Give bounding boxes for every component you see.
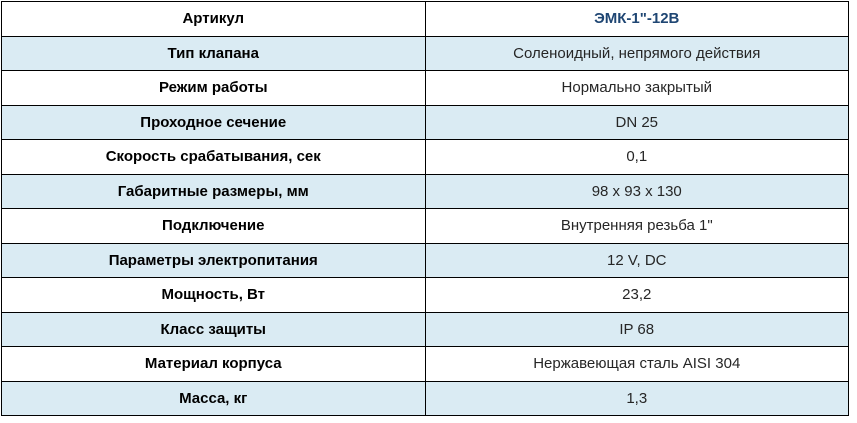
spec-label: Габаритные размеры, мм bbox=[2, 174, 426, 209]
table-row bbox=[2, 278, 849, 313]
spec-value: Соленоидный, непрямого действия bbox=[425, 36, 849, 71]
spec-value: 23,2 bbox=[425, 278, 849, 313]
spec-label: Тип клапана bbox=[2, 36, 426, 71]
spec-value: DN 25 bbox=[425, 105, 849, 140]
spec-value: Нержавеющая сталь AISI 304 bbox=[425, 347, 849, 382]
table-row bbox=[2, 381, 849, 416]
spec-value: 1,3 bbox=[425, 381, 849, 416]
spec-table-body bbox=[2, 2, 849, 416]
spec-value: 0,1 bbox=[425, 140, 849, 175]
table-row bbox=[2, 174, 849, 209]
spec-label: Режим работы bbox=[2, 71, 426, 106]
table-row bbox=[2, 209, 849, 244]
spec-table bbox=[1, 1, 849, 416]
spec-label: Масса, кг bbox=[2, 381, 426, 416]
table-row bbox=[2, 71, 849, 106]
spec-label: Материал корпуса bbox=[2, 347, 426, 382]
spec-label: Подключение bbox=[2, 209, 426, 244]
spec-label: Скорость срабатывания, сек bbox=[2, 140, 426, 175]
spec-value: Внутренняя резьба 1" bbox=[425, 209, 849, 244]
spec-value: Нормально закрытый bbox=[425, 71, 849, 106]
table-row bbox=[2, 243, 849, 278]
table-row bbox=[2, 105, 849, 140]
table-row bbox=[2, 140, 849, 175]
table-row bbox=[2, 347, 849, 382]
table-row bbox=[2, 312, 849, 347]
spec-label: Класс защиты bbox=[2, 312, 426, 347]
spec-label: Параметры электропитания bbox=[2, 243, 426, 278]
spec-label: Проходное сечение bbox=[2, 105, 426, 140]
spec-value: 98 х 93 х 130 bbox=[425, 174, 849, 209]
spec-value-article: ЭМК-1"-12В bbox=[425, 2, 849, 37]
spec-label: Мощность, Вт bbox=[2, 278, 426, 313]
table-row bbox=[2, 36, 849, 71]
table-row bbox=[2, 2, 849, 37]
spec-label: Артикул bbox=[2, 2, 426, 37]
spec-value: IP 68 bbox=[425, 312, 849, 347]
spec-value: 12 V, DC bbox=[425, 243, 849, 278]
